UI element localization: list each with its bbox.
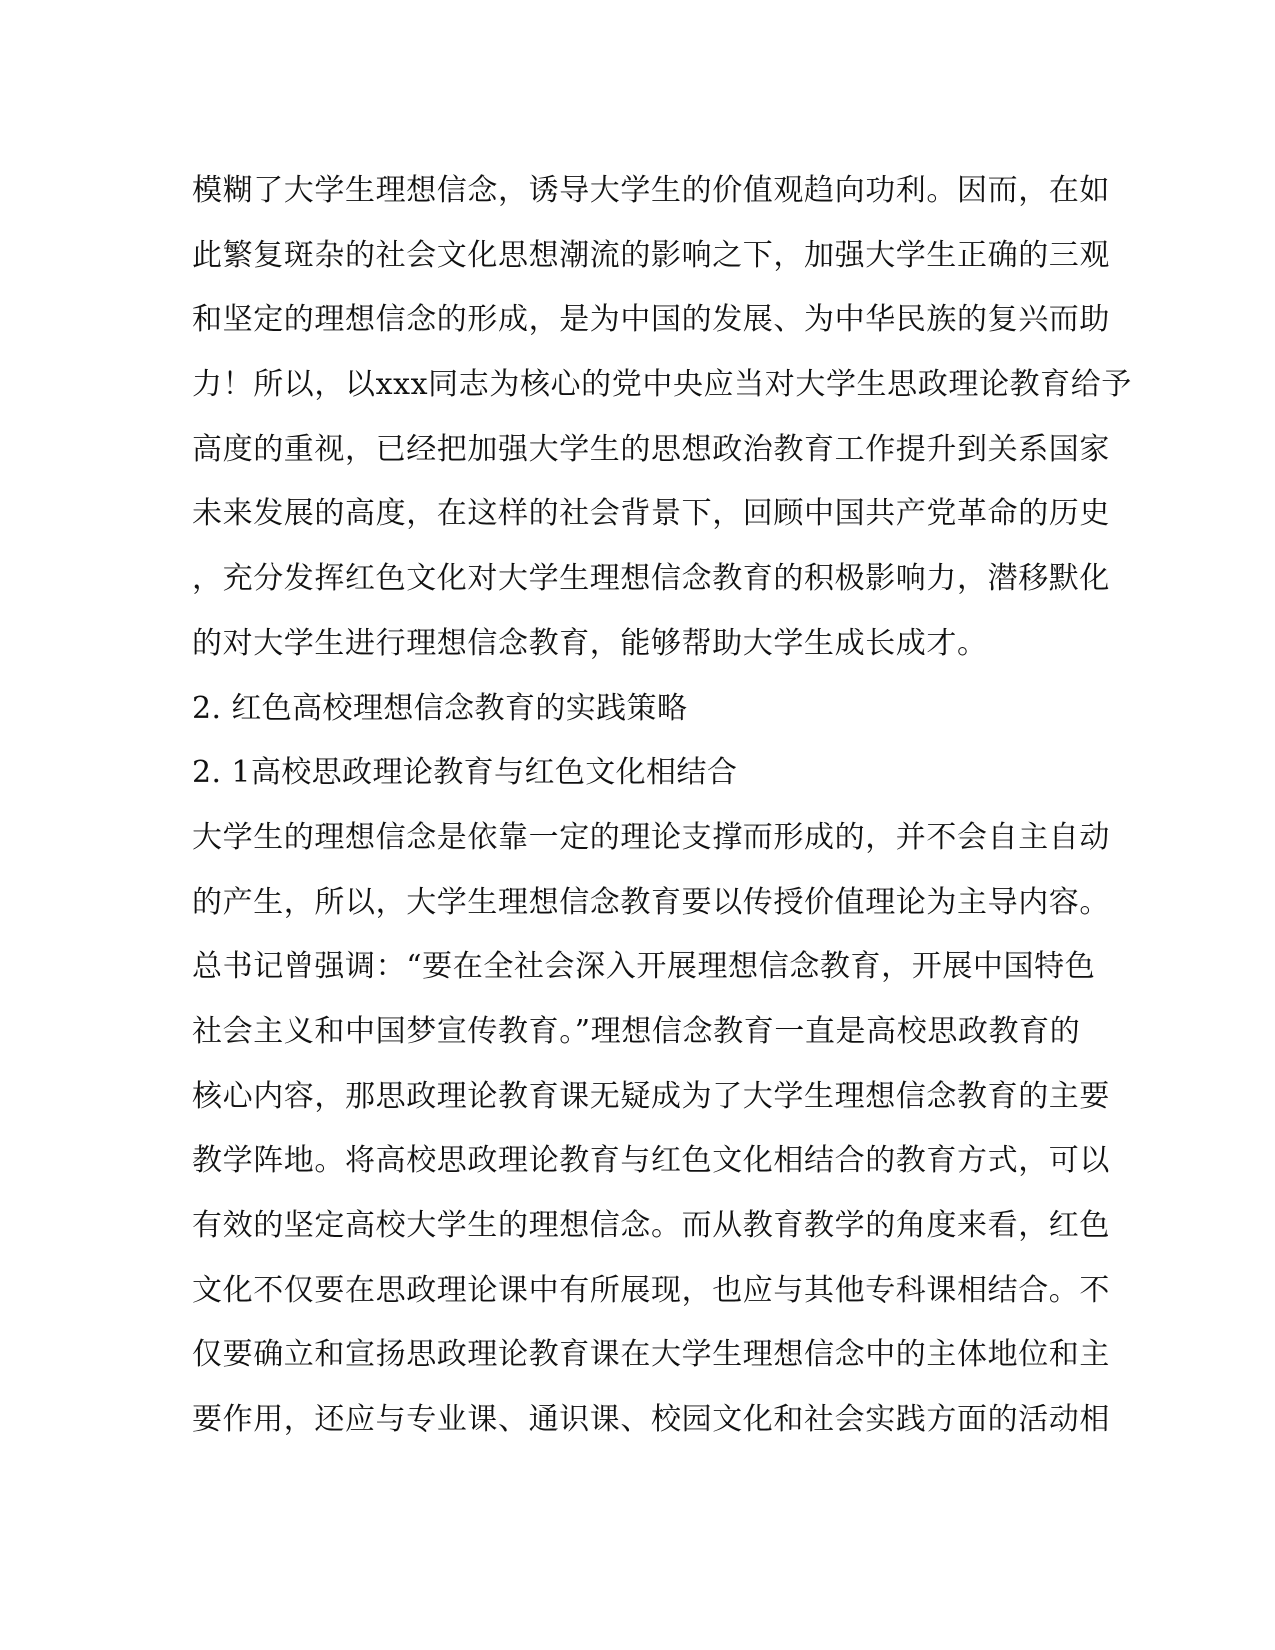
body-text	[192, 159, 1132, 1453]
paragraph-line: 力！所以，以xxx同志为核心的党中央应当对大学生思政理论教育给予	[192, 367, 1132, 403]
paragraph-line: 的对大学生进行理想信念教育，能够帮助大学生成长成才。	[192, 625, 988, 661]
paragraph-line: ，充分发挥红色文化对大学生理想信念教育的积极影响力，潜移默化	[192, 561, 1110, 597]
paragraph-line: 教学阵地。将高校思政理论教育与红色文化相结合的教育方式，可以	[192, 1143, 1110, 1179]
paragraph-line: 模糊了大学生理想信念，诱导大学生的价值观趋向功利。因而，在如	[192, 173, 1110, 208]
paragraph-line: 总书记曾强调：“要在全社会深入开展理想信念教育，开展中国特色	[192, 949, 1096, 985]
paragraph-line: 和坚定的理想信念的形成，是为中国的发展、为中华民族的复兴而助	[192, 302, 1110, 338]
paragraph-line: 社会主义和中国梦宣传教育。”理想信念教育一直是高校思政教育的	[192, 1013, 1081, 1049]
paragraph-line: 要作用，还应与专业课、通识课、校园文化和社会实践方面的活动相	[192, 1402, 1110, 1438]
paragraph-line: 未来发展的高度，在这样的社会背景下，回顾中国共产党革命的历史	[192, 496, 1110, 532]
section-heading: 2. 红色高校理想信念教育的实践策略	[192, 690, 688, 726]
subsection-heading: 2. 1高校思政理论教育与红色文化相结合	[192, 755, 738, 791]
paragraph-line: 核心内容，那思政理论教育课无疑成为了大学生理想信念教育的主要	[192, 1078, 1110, 1114]
paragraph-line: 大学生的理想信念是依靠一定的理论支撑而形成的，并不会自主自动	[192, 819, 1110, 855]
paragraph-line: 高度的重视，已经把加强大学生的思想政治教育工作提升到关系国家	[192, 431, 1110, 467]
paragraph-line: 文化不仅要在思政理论课中有所展现，也应与其他专科课相结合。不	[192, 1272, 1110, 1308]
paragraph-line: 此繁复斑杂的社会文化思想潮流的影响之下，加强大学生正确的三观	[192, 237, 1110, 273]
paragraph-line: 的产生，所以，大学生理想信念教育要以传授价值理论为主导内容。	[192, 884, 1110, 920]
paragraph-line: 仅要确立和宣扬思政理论教育课在大学生理想信念中的主体地位和主	[192, 1337, 1110, 1373]
paragraph-line: 有效的坚定高校大学生的理想信念。而从教育教学的角度来看，红色	[192, 1208, 1110, 1243]
